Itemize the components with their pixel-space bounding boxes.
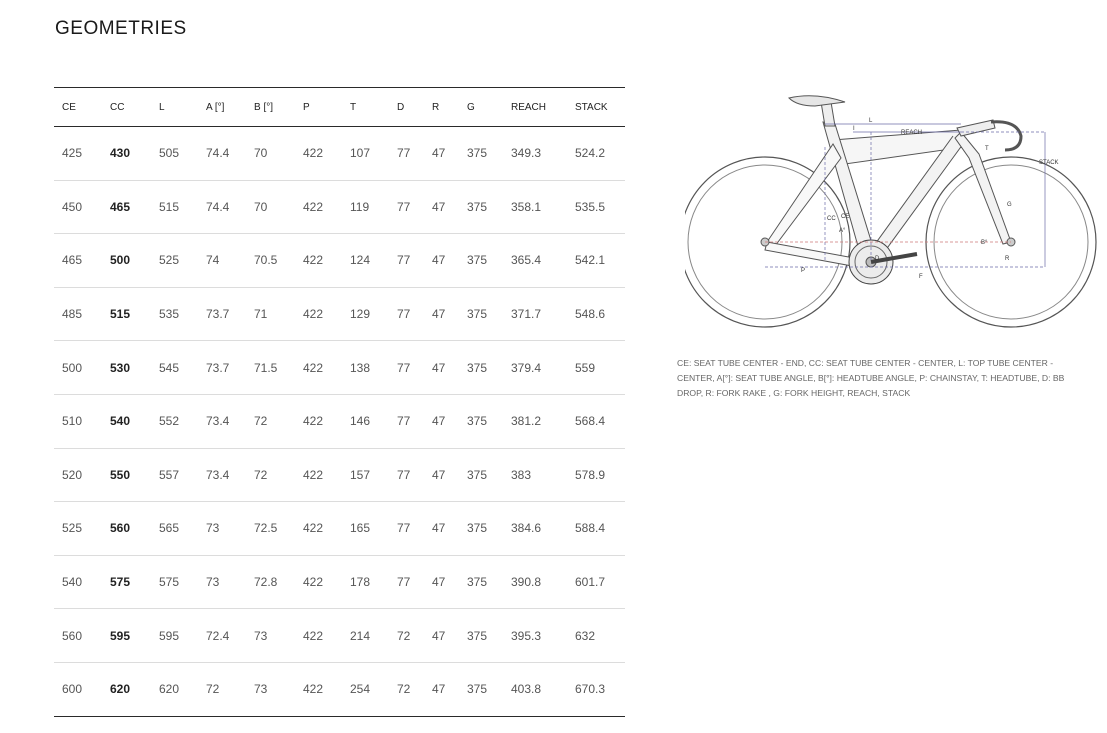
table-row xyxy=(54,234,625,288)
table-cell: 540 xyxy=(102,394,151,448)
frame-seat-stay xyxy=(767,144,841,246)
table-cell: 560 xyxy=(54,609,102,663)
table-cell: 157 xyxy=(342,448,389,502)
table-cell: 72 xyxy=(389,662,424,716)
table-cell: 74 xyxy=(198,234,246,288)
table-cell: 70.5 xyxy=(246,234,295,288)
table-cell: 375 xyxy=(459,180,503,234)
table-cell: 601.7 xyxy=(567,555,625,609)
table-cell: 575 xyxy=(151,555,198,609)
table-row xyxy=(54,127,625,181)
table-cell: 510 xyxy=(54,394,102,448)
table-cell: 77 xyxy=(389,394,424,448)
table-cell: 430 xyxy=(102,127,151,181)
table-cell: 349.3 xyxy=(503,127,567,181)
dim-label-r: R xyxy=(1005,256,1010,262)
table-row xyxy=(54,341,625,395)
table-cell: 465 xyxy=(102,180,151,234)
table-cell: 47 xyxy=(424,341,459,395)
table-cell: 73.4 xyxy=(198,448,246,502)
table-cell: 379.4 xyxy=(503,341,567,395)
table-cell: 74.4 xyxy=(198,127,246,181)
table-cell: 384.6 xyxy=(503,502,567,556)
table-cell: 254 xyxy=(342,662,389,716)
table-cell: 568.4 xyxy=(567,394,625,448)
table-cell: 375 xyxy=(459,662,503,716)
table-cell: 77 xyxy=(389,341,424,395)
table-cell: 565 xyxy=(151,502,198,556)
dim-label-t: T xyxy=(985,146,989,152)
table-cell: 47 xyxy=(424,448,459,502)
table-cell: 47 xyxy=(424,609,459,663)
table-cell: 540 xyxy=(54,555,102,609)
table-cell: 47 xyxy=(424,662,459,716)
dim-label-cc: CC xyxy=(827,216,836,222)
table-cell: 107 xyxy=(342,127,389,181)
column-header: R xyxy=(424,88,459,127)
table-cell: 72.5 xyxy=(246,502,295,556)
table-row xyxy=(54,662,625,716)
table-cell: 47 xyxy=(424,502,459,556)
table-cell: 535.5 xyxy=(567,180,625,234)
table-cell: 525 xyxy=(54,502,102,556)
column-header: A [°] xyxy=(198,88,246,127)
table-cell: 515 xyxy=(102,287,151,341)
dim-label-f: F xyxy=(919,274,923,280)
table-cell: 73 xyxy=(246,662,295,716)
table-cell: 500 xyxy=(102,234,151,288)
table-cell: 542.1 xyxy=(567,234,625,288)
table-cell: 520 xyxy=(54,448,102,502)
table-cell: 422 xyxy=(295,180,342,234)
table-cell: 74.4 xyxy=(198,180,246,234)
table-cell: 578.9 xyxy=(567,448,625,502)
table-cell: 632 xyxy=(567,609,625,663)
column-header: REACH xyxy=(503,88,567,127)
table-row xyxy=(54,287,625,341)
table-cell: 129 xyxy=(342,287,389,341)
dim-label-a: A° xyxy=(839,228,846,234)
table-cell: 465 xyxy=(54,234,102,288)
table-cell: 47 xyxy=(424,287,459,341)
table-cell: 47 xyxy=(424,127,459,181)
table-cell: 371.7 xyxy=(503,287,567,341)
dim-label-l: L xyxy=(869,118,873,124)
table-cell: 422 xyxy=(295,234,342,288)
table-cell: 375 xyxy=(459,448,503,502)
table-cell: 73.4 xyxy=(198,394,246,448)
table-row xyxy=(54,609,625,663)
table-cell: 557 xyxy=(151,448,198,502)
column-header: B [°] xyxy=(246,88,295,127)
table-cell: 47 xyxy=(424,555,459,609)
table-cell: 73.7 xyxy=(198,341,246,395)
table-cell: 588.4 xyxy=(567,502,625,556)
table-cell: 375 xyxy=(459,609,503,663)
table-cell: 670.3 xyxy=(567,662,625,716)
table-cell: 550 xyxy=(102,448,151,502)
table-cell: 77 xyxy=(389,448,424,502)
table-cell: 73 xyxy=(246,609,295,663)
table-cell: 548.6 xyxy=(567,287,625,341)
table-cell: 72.4 xyxy=(198,609,246,663)
table-cell: 72 xyxy=(198,662,246,716)
table-cell: 515 xyxy=(151,180,198,234)
stem xyxy=(957,120,995,136)
table-row xyxy=(54,394,625,448)
column-header: CE xyxy=(54,88,102,127)
page-title: GEOMETRIES xyxy=(55,18,187,39)
dim-label-stack: STACK xyxy=(1039,160,1059,166)
table-cell: 138 xyxy=(342,341,389,395)
table-cell: 375 xyxy=(459,234,503,288)
dim-label-p: P xyxy=(801,268,806,274)
table-cell: 422 xyxy=(295,448,342,502)
table-cell: 422 xyxy=(295,394,342,448)
table-cell: 395.3 xyxy=(503,609,567,663)
geometry-legend-caption: CE: SEAT TUBE CENTER - END, CC: SEAT TUBE CENTER - CENTER, L: TOP TUBE CENTER - CENTER, A[°]: SEAT TUBE ANGLE, B[°]: HEADTUBE ANGLE, P: CHAINSTAY, T: HEADTUBE, D: BB DROP, R: FORK RAKE , G: FORK HEIGHT, REACH, STACK xyxy=(677,358,1065,398)
table-cell: 575 xyxy=(102,555,151,609)
table-cell: 552 xyxy=(151,394,198,448)
table-cell: 47 xyxy=(424,180,459,234)
table-cell: 600 xyxy=(54,662,102,716)
table-cell: 422 xyxy=(295,127,342,181)
table-cell: 375 xyxy=(459,341,503,395)
table-cell: 500 xyxy=(54,341,102,395)
table-row xyxy=(54,555,625,609)
table-row xyxy=(54,180,625,234)
table-cell: 71 xyxy=(246,287,295,341)
table-cell: 77 xyxy=(389,287,424,341)
table-cell: 72 xyxy=(389,609,424,663)
table-cell: 375 xyxy=(459,287,503,341)
table-cell: 72 xyxy=(246,448,295,502)
table-cell: 505 xyxy=(151,127,198,181)
table-cell: 73.7 xyxy=(198,287,246,341)
table-cell: 403.8 xyxy=(503,662,567,716)
dim-label-ce: CE xyxy=(841,214,850,220)
table-cell: 422 xyxy=(295,555,342,609)
column-header: P xyxy=(295,88,342,127)
table-cell: 422 xyxy=(295,341,342,395)
table-cell: 47 xyxy=(424,394,459,448)
table-cell: 620 xyxy=(151,662,198,716)
table-cell: 119 xyxy=(342,180,389,234)
table-cell: 73 xyxy=(198,555,246,609)
table-cell: 73 xyxy=(198,502,246,556)
table-cell: 525 xyxy=(151,234,198,288)
dim-label-d: D xyxy=(875,256,880,262)
table-cell: 165 xyxy=(342,502,389,556)
table-cell: 365.4 xyxy=(503,234,567,288)
table-header-row xyxy=(54,88,625,127)
dim-label-g: G xyxy=(1007,202,1012,208)
table-cell: 71.5 xyxy=(246,341,295,395)
table-cell: 358.1 xyxy=(503,180,567,234)
table-cell: 77 xyxy=(389,555,424,609)
table-cell: 545 xyxy=(151,341,198,395)
table-cell: 383 xyxy=(503,448,567,502)
table-cell: 178 xyxy=(342,555,389,609)
table-cell: 77 xyxy=(389,180,424,234)
fork xyxy=(955,132,1011,244)
table-row xyxy=(54,448,625,502)
dim-label-reach: REACH xyxy=(901,130,923,136)
column-header: L xyxy=(151,88,198,127)
table-cell: 524.2 xyxy=(567,127,625,181)
table-cell: 47 xyxy=(424,234,459,288)
column-header: STACK xyxy=(567,88,625,127)
table-cell: 70 xyxy=(246,127,295,181)
geometry-table xyxy=(54,87,625,717)
table-cell: 375 xyxy=(459,394,503,448)
dim-label-b: B° xyxy=(981,240,988,246)
table-cell: 620 xyxy=(102,662,151,716)
table-cell: 375 xyxy=(459,127,503,181)
table-cell: 450 xyxy=(54,180,102,234)
table-cell: 595 xyxy=(151,609,198,663)
table-cell: 535 xyxy=(151,287,198,341)
table-cell: 559 xyxy=(567,341,625,395)
dim-label-i: I xyxy=(853,126,855,132)
column-header: T xyxy=(342,88,389,127)
table-cell: 77 xyxy=(389,502,424,556)
table-cell: 72.8 xyxy=(246,555,295,609)
table-row xyxy=(54,502,625,556)
table-cell: 390.8 xyxy=(503,555,567,609)
table-cell: 146 xyxy=(342,394,389,448)
table-cell: 485 xyxy=(54,287,102,341)
table-cell: 422 xyxy=(295,287,342,341)
table-cell: 530 xyxy=(102,341,151,395)
table-cell: 595 xyxy=(102,609,151,663)
table-cell: 422 xyxy=(295,662,342,716)
table-cell: 214 xyxy=(342,609,389,663)
bike-geometry-diagram xyxy=(685,92,1097,342)
table-cell: 375 xyxy=(459,555,503,609)
table-cell: 70 xyxy=(246,180,295,234)
table-cell: 124 xyxy=(342,234,389,288)
column-header: D xyxy=(389,88,424,127)
saddle-icon xyxy=(789,96,845,106)
table-cell: 375 xyxy=(459,502,503,556)
table-cell: 425 xyxy=(54,127,102,181)
column-header: G xyxy=(459,88,503,127)
table-cell: 422 xyxy=(295,609,342,663)
table-cell: 422 xyxy=(295,502,342,556)
column-header: CC xyxy=(102,88,151,127)
handlebar-icon xyxy=(991,122,1021,150)
table-cell: 560 xyxy=(102,502,151,556)
table-cell: 72 xyxy=(246,394,295,448)
table-cell: 381.2 xyxy=(503,394,567,448)
table-cell: 77 xyxy=(389,234,424,288)
table-cell: 77 xyxy=(389,127,424,181)
